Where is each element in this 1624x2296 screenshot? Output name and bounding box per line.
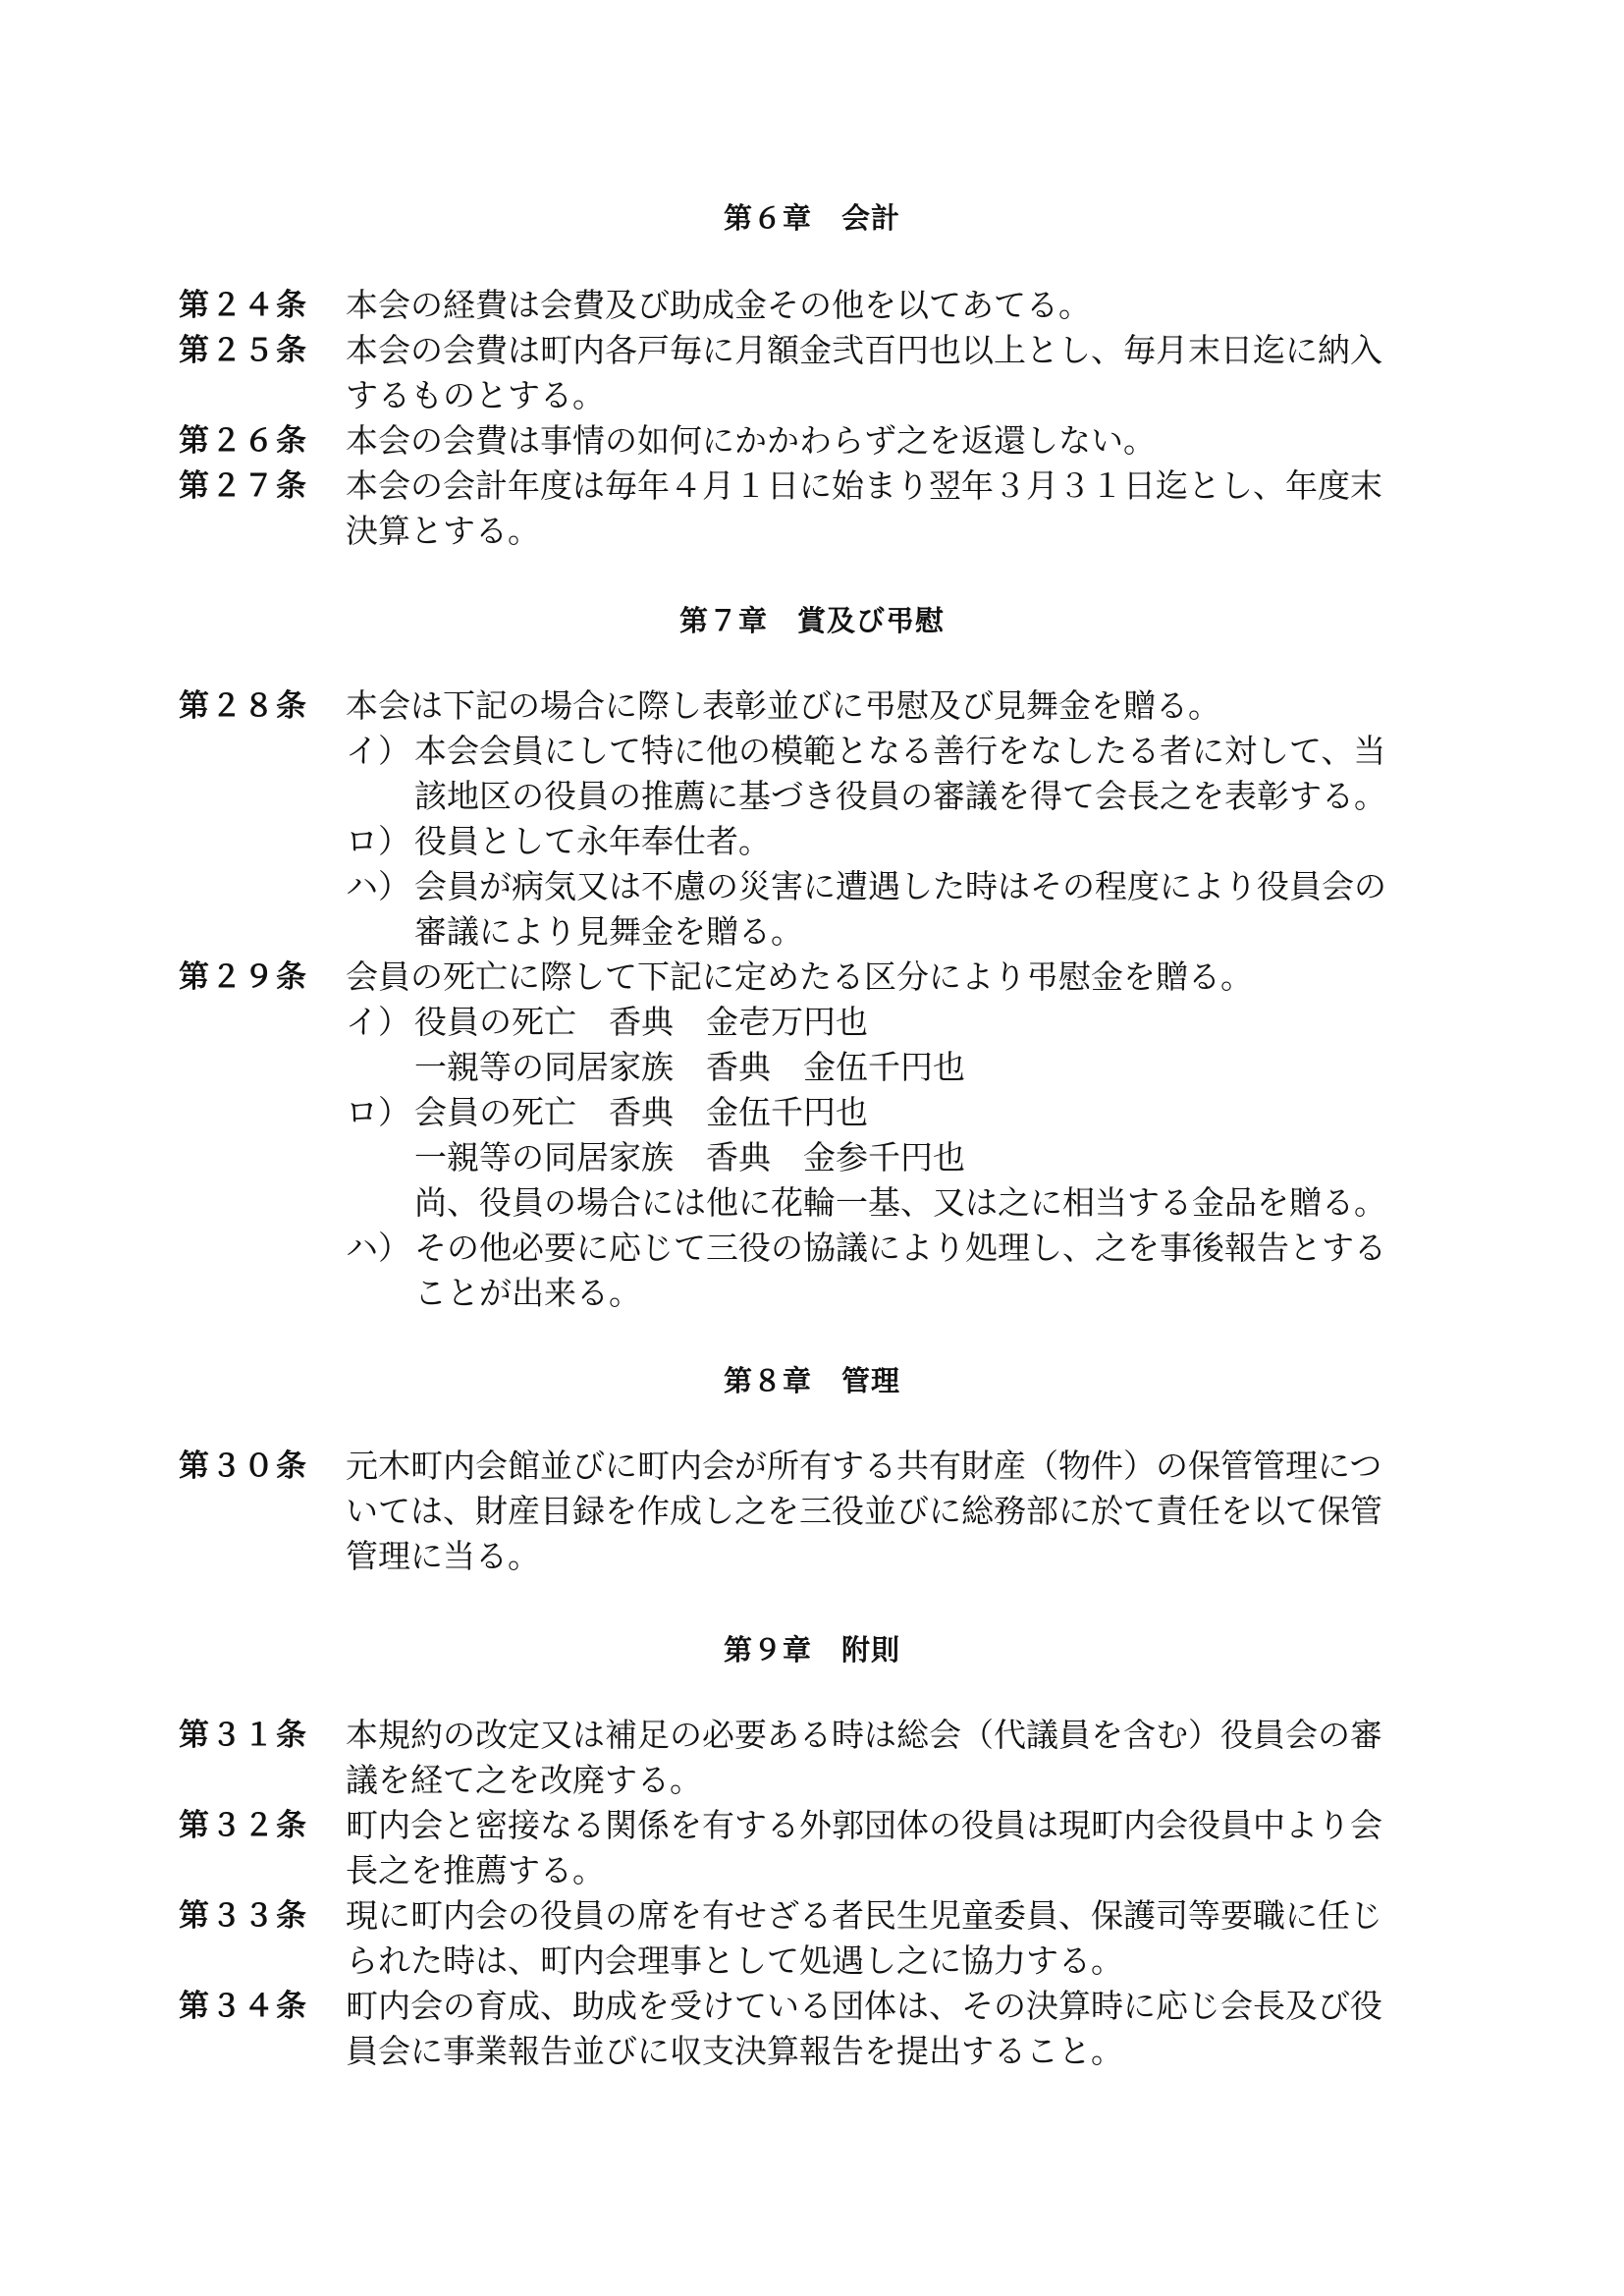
- item-marker: ロ）: [346, 1093, 410, 1131]
- article-31: [179, 1713, 1416, 1803]
- item-marker: ロ）: [346, 822, 410, 860]
- article-29: [179, 955, 1416, 1316]
- article-text: 員会に事業報告並びに収支決算報告を提出すること。: [346, 2032, 1123, 2070]
- item-text: 役員として永年奉仕者。: [414, 822, 771, 860]
- article-text: 本規約の改定又は補足の必要ある時は総会（代議員を含む）役員会の審: [346, 1716, 1382, 1754]
- chapter-9-heading: 第９章 附則: [723, 1633, 900, 1667]
- article-text: 町内会の育成、助成を受けている団体は、その決算時に応じ会長及び役: [346, 1987, 1382, 2025]
- article-text: いては、財産目録を作成し之を三役並びに総務部に於て責任を以て保管: [346, 1492, 1382, 1530]
- article-text: 本会は下記の場合に際し表彰並びに弔慰及び見舞金を贈る。: [346, 686, 1220, 725]
- article-text: 本会の会計年度は毎年４月１日に始まり翌年３月３１日迄とし、年度末: [346, 466, 1382, 505]
- article-number: 第３４条: [179, 1989, 308, 2024]
- article-number: 第２９条: [179, 959, 308, 995]
- chapter-7-heading: 第７章 賞及び弔慰: [678, 604, 945, 637]
- article-text: するものとする。: [346, 376, 605, 414]
- item-marker: イ）: [346, 732, 410, 770]
- article-27: [179, 464, 1416, 554]
- article-text: られた時は、町内会理事として処遇し之に協力する。: [346, 1941, 1123, 1980]
- list-item: [346, 1226, 1416, 1316]
- list-item: [346, 864, 1416, 955]
- chapter-8-heading: 第８章 管理: [723, 1364, 900, 1397]
- article-text: 管理に当る。: [346, 1537, 540, 1575]
- article-number: 第２５条: [179, 333, 308, 368]
- article-text: 元木町内会館並びに町内会が所有する共有財産（物件）の保管管理につ: [346, 1447, 1382, 1485]
- item-marker: イ）: [346, 1003, 410, 1041]
- article-number: 第３１条: [179, 1718, 308, 1753]
- list-item: [346, 729, 1416, 819]
- article-text: 現に町内会の役員の席を有せざる者民生児童委員、保護司等要職に任じ: [346, 1896, 1382, 1935]
- article-32: [179, 1803, 1416, 1893]
- article-text: 会員の死亡に際して下記に定めたる区分により弔慰金を贈る。: [346, 957, 1253, 996]
- article-33: [179, 1893, 1416, 1984]
- article-34: [179, 1984, 1416, 2074]
- item-text: 一親等の同居家族 香典 金伍千円也: [414, 1048, 965, 1086]
- article-text: 決算とする。: [346, 512, 540, 550]
- list-item: [346, 1000, 1416, 1090]
- article-number: 第３２条: [179, 1808, 308, 1843]
- article-text: 町内会と密接なる関係を有する外郭団体の役員は現町内会役員中より会: [346, 1806, 1382, 1844]
- article-number: 第３３条: [179, 1898, 308, 1934]
- item-text: 本会会員にして特に他の模範となる善行をなしたる者に対して、当: [414, 732, 1386, 770]
- article-number: 第２８条: [179, 688, 308, 724]
- article-text: 議を経て之を改廃する。: [346, 1761, 702, 1799]
- article-26: [179, 418, 1416, 464]
- item-marker: ハ）: [346, 867, 410, 905]
- item-text: 会員の死亡 香典 金伍千円也: [414, 1093, 868, 1131]
- article-28: [179, 683, 1416, 955]
- article-30: [179, 1444, 1416, 1579]
- article-number: 第２４条: [179, 288, 308, 323]
- article-number: 第３０条: [179, 1449, 308, 1484]
- article-number: 第２７条: [179, 468, 308, 504]
- item-text: 会員が病気又は不慮の災害に遭遇した時はその程度により役員会の: [414, 867, 1386, 905]
- item-text: 役員の死亡 香典 金壱万円也: [414, 1003, 868, 1041]
- article-text: 本会の会費は町内各戸毎に月額金弐百円也以上とし、毎月末日迄に納入: [346, 331, 1382, 369]
- item-text: ことが出来る。: [414, 1274, 641, 1312]
- list-item: [346, 1090, 1416, 1226]
- article-text: 長之を推薦する。: [346, 1851, 605, 1889]
- article-number: 第２６条: [179, 423, 308, 459]
- item-text: 審議により見舞金を贈る。: [414, 912, 803, 951]
- article-text: 本会の会費は事情の如何にかかわらず之を返還しない。: [346, 421, 1156, 460]
- item-text: その他必要に応じて三役の協議により処理し、之を事後報告とする: [414, 1229, 1386, 1267]
- item-marker: ハ）: [346, 1229, 410, 1267]
- item-text: 該地区の役員の推薦に基づき役員の審議を得て会長之を表彰する。: [414, 777, 1386, 815]
- article-text: 本会の経費は会費及び助成金その他を以てあてる。: [346, 286, 1091, 324]
- article-24: [179, 283, 1416, 328]
- list-item: [346, 819, 1416, 864]
- article-25: [179, 328, 1416, 418]
- chapter-6-heading: 第６章 会計: [723, 201, 900, 235]
- item-text: 一親等の同居家族 香典 金参千円也: [414, 1138, 965, 1176]
- item-text: 尚、役員の場合には他に花輪一基、又は之に相当する金品を贈る。: [414, 1183, 1386, 1222]
